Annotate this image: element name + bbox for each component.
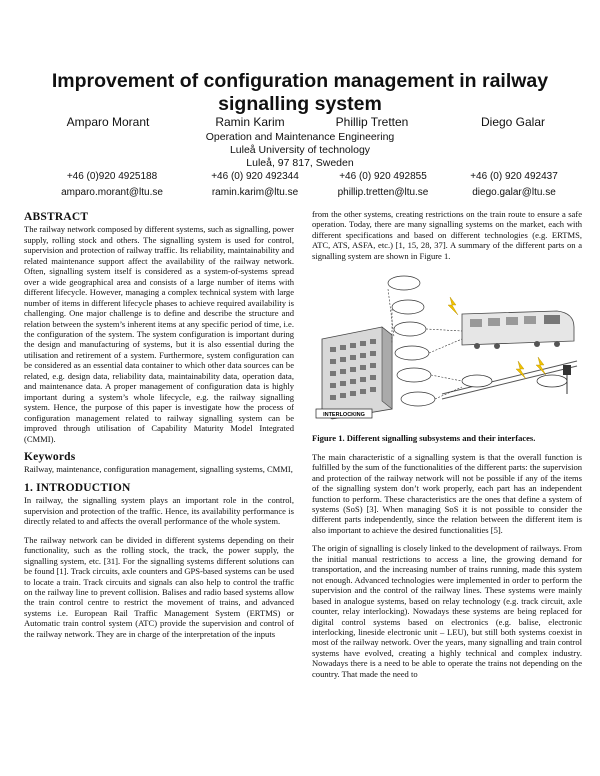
author-contact-1 bbox=[61, 169, 163, 201]
intro-paragraph-2: The railway network can be divided in different systems depending on their functionality, such as the rolling stock, the track, the power supply, the signalling system, etc. [31]. For the signalling systems different solutions can be found [1]. Track circuits, axle counters and GPS-based systems can be used to locate a train. Track circuits and signals can also help to control the traffic on the railway line to prevent collision. Balises and radio based systems allow the train control centre to restrict the movement of trains, and advanced systems i.e. European Rail Traffic Management System (ERTMS) or Automatic train control system (ATC) provide the supervision and control of the railway network. They are in charge of the interpretation of the inputs bbox=[24, 534, 294, 639]
intro-paragraph-1: In railway, the signalling system plays an important role in the control, supervision and protection of the traffic. Hence, its availability performance is directly related to and affects the overall performance of the whole system. bbox=[24, 495, 294, 527]
author-email[interactable]: amparo.morant@ltu.se bbox=[61, 187, 163, 198]
subsystem-node bbox=[392, 300, 424, 314]
right-paragraph-2: The main characteristic of a signalling system is that the overall function is fulfilled by the sum of the functionalities of the different parts: the supervision and protection of the railway network will not be possible if any of the items of the signalling system don’t work properly, each part has an independent function to perform. These characteristics are the ones that define a system of systems (SoS) [3]. When managing SoS it is not possible to consider the different parts independently, since the relation between the different item is also important to achieve the desired functionalities [5]. bbox=[312, 451, 582, 535]
subsystem-node bbox=[394, 322, 426, 336]
author-email[interactable]: diego.galar@ltu.se bbox=[472, 187, 556, 198]
right-paragraph-1: from the other systems, creating restrictions on the train route to ensure a safe operation. Today, there are many signalling systems on the market, each with different specifications and based on different technologies (e.g. ERTMS, ATC, ATS, ASFA, etc.) [1, 15, 28, 37]. A summary of the different parts on a signalling system are shown in Figure 1. bbox=[312, 209, 582, 261]
affiliation-university: Luleå University of technology bbox=[229, 144, 371, 156]
signal-icon bbox=[563, 365, 571, 375]
subsystem-node bbox=[388, 276, 420, 290]
intro-heading: 1. INTRODUCTION bbox=[24, 481, 131, 494]
author-phone: +46 (0) 920 492344 bbox=[211, 171, 299, 182]
paper-title: Improvement of configuration management in railway signalling system bbox=[51, 70, 549, 115]
abstract-heading: ABSTRACT bbox=[24, 211, 89, 223]
control-building-icon bbox=[322, 327, 392, 419]
author-email[interactable]: ramin.karim@ltu.se bbox=[211, 187, 299, 198]
author-email[interactable]: phillip.tretten@ltu.se bbox=[337, 187, 429, 198]
figure-1 bbox=[312, 269, 582, 429]
keywords-heading: Keywords bbox=[24, 450, 76, 463]
subsystem-node bbox=[462, 375, 492, 387]
keywords-text: Railway, maintenance, configuration management, signalling systems, CMMI, bbox=[24, 464, 293, 475]
right-paragraph-3: The origin of signalling is closely linked to the development of railways. From the initial manual restrictions to access a line, the growing demand for transportation, and the increasing number of trains running, made this system not enough. Advanced technologies were implemented in order to perform the supervision and the control of the railway lines. These systems were mainly based in analogue systems, based on relay technology (e.g. track circuit, axle counter, relay interlocking). Nowadays these systems are being replaced for digital control systems based on electronics (e.g. balise, electronic interlocking, lineside electronic unit – LEU), but still both systems coexist in most of the railway network. Over the years, many signalling and train control systems have evolved, creating a highly technical and complex industry. Nowadays there is a need to be able to operate the trains not depending on the country. That made the need to bbox=[312, 543, 582, 679]
affiliation-dept: Operation and Maintenance Engineering bbox=[205, 131, 395, 143]
author-phone: +46 (0) 920 492855 bbox=[339, 171, 427, 182]
left-column bbox=[24, 212, 294, 647]
subsystem-node bbox=[537, 375, 567, 387]
signalling-diagram bbox=[312, 269, 582, 429]
author-name-3: Phillip Tretten bbox=[335, 115, 409, 129]
right-column bbox=[312, 209, 582, 687]
author-phone: +46 (0) 920 492437 bbox=[470, 171, 558, 182]
author-contact-3 bbox=[338, 169, 429, 201]
figure-caption: Figure 1. Different signalling subsystems and their interfaces. bbox=[312, 433, 536, 444]
author-name-4: Diego Galar bbox=[480, 115, 546, 129]
abstract-text: The railway network composed by different systems, such as signalling, power supply, rolling stock and others. The signalling system is used for control, supervision and protection of railway traffic. Its reliability, maintainability and related maintenance support affect the availability of the railway network. Often, signalling system itself is considered as a system-of-systems spread over a wide geographical area and consists of a large number of items with different lifecycle. However, managing a complex technical system with large number of items in different lifecycle phases to achieve required availability is challenging. One major challenge is to define and describe the structure and relation between the system’s inherent items at any specific period of time, i.e. the configuration of the system. The system configuration is important during the design and manufacturing of systems, but it is also essential during the utilisation and retirement of a system. Furthermore, system configuration can be considered as an essential data container to which other data sources can be related, e.g. design data, reliability data, maintainability data, operation data, and maintenance data. A proper management of configuration data is highly important during a system’s whole lifecycle, e.g. the railway signalling system. Hence, the purpose of this paper is investigate how the process of configuration management related to railway signalling system can be improved through utilisation of Capability Maturity Model Integrated (CMMI). bbox=[24, 224, 294, 444]
subsystem-node bbox=[401, 392, 435, 406]
subsystem-node bbox=[395, 346, 429, 360]
author-name-1: Amparo Morant bbox=[66, 115, 150, 129]
author-phone: +46 (0)920 4925188 bbox=[66, 171, 158, 182]
author-contact-2 bbox=[211, 169, 299, 201]
interlocking-label: INTERLOCKING bbox=[323, 412, 365, 419]
author-contact-4 bbox=[470, 169, 558, 201]
train-icon bbox=[462, 311, 574, 349]
affiliation-city: Luleå, 97 817, Sweden bbox=[246, 157, 354, 169]
subsystem-node bbox=[397, 368, 431, 382]
author-name-2: Ramin Karim bbox=[215, 115, 285, 129]
